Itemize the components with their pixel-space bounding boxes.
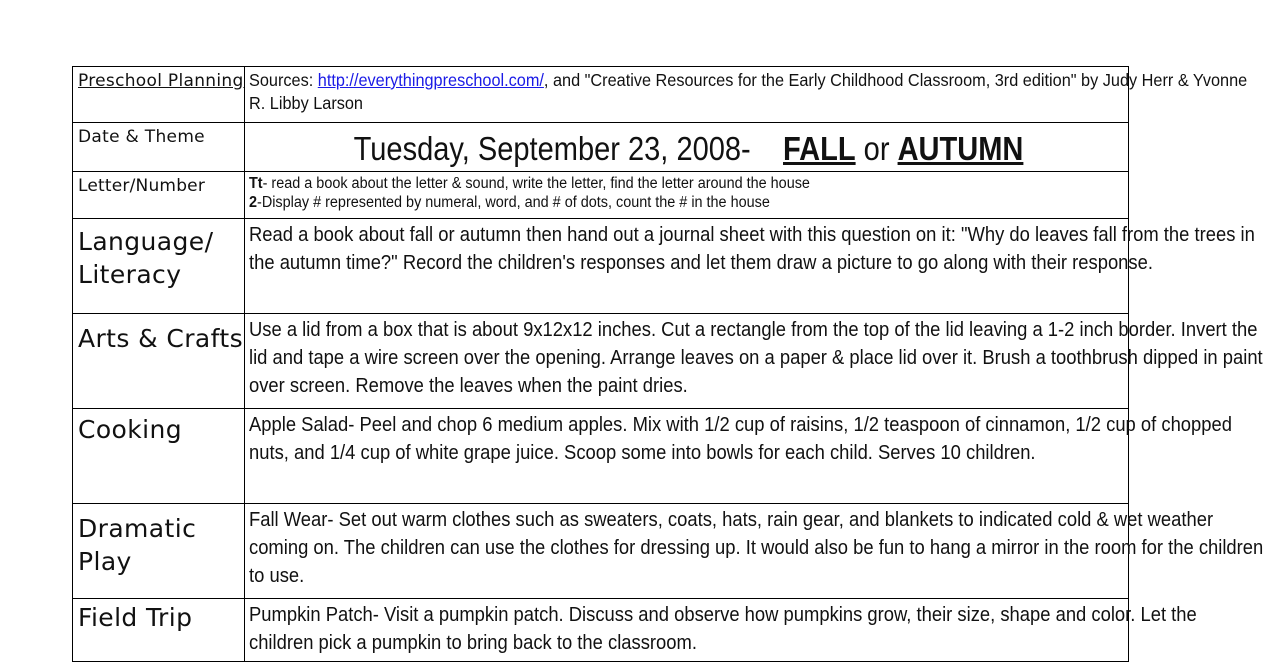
cooking-row — [73, 409, 1129, 504]
cooking-label-cell — [73, 409, 245, 504]
field-trip-cell — [245, 599, 1197, 662]
arts-crafts-text: Use a lid from a box that is about 9x12x12 inches. Cut a rectangle from the top of the lid leaving a 1-2 inch border. Invert the lid and tape a wire screen over the opening. Arrange leaves on a paper & place lid over it. Brush a toothbrush dipped in paint over screen. Remove the leaves when the paint dries. — [249, 319, 1263, 397]
sources-suffix: , and "Creative Resources for the Early Childhood Classroom, 3rd edition" by Judy Herr & Yvonne R. Libby Larson — [249, 70, 1248, 113]
cooking-cell — [245, 409, 1232, 504]
date-theme-heading — [302, 125, 1076, 171]
letter-number-label: Letter/Number — [78, 176, 206, 196]
theme-autumn: AUTUMN — [897, 130, 1024, 167]
arts-crafts-label-cell — [73, 314, 245, 409]
language-literacy-text: Read a book about fall or autumn then hand out a journal sheet with this question on it: "Why do leaves fall from the trees in the autumn time?" Record the children's responses and let them draw a picture to go along with their response. — [249, 224, 1255, 274]
field-trip-label: Field Trip — [78, 603, 193, 632]
number-key: 2 — [249, 194, 258, 211]
letter-number-label-cell — [73, 172, 245, 219]
cooking-label: Cooking — [78, 415, 182, 444]
field-trip-label-cell — [73, 599, 245, 662]
sources-row — [73, 67, 1129, 123]
arts-crafts-label: Arts & Crafts — [78, 324, 244, 353]
arts-crafts-row — [73, 314, 1129, 409]
language-literacy-label: Language/ Literacy — [78, 227, 214, 289]
dramatic-play-text: Fall Wear- Set out warm clothes such as sweaters, coats, hats, rain gear, and blankets to indicated cold & wet weather coming on. The children can use the clothes for dressing up. It would also be fun to hang a mirror in the room for the children to use. — [249, 509, 1264, 587]
number-line — [249, 193, 1263, 212]
field-trip-row — [73, 599, 1129, 662]
letter-number-cell — [245, 172, 1129, 219]
sources-link[interactable]: http://everythingpreschool.com/ — [317, 70, 544, 90]
preschool-planning-table — [72, 66, 1264, 662]
theme-connector: or — [863, 130, 890, 167]
letter-text: - read a book about the letter & sound, write the letter, find the letter around the house — [262, 175, 810, 192]
date-theme-cell — [245, 123, 1129, 172]
field-trip-text: Pumpkin Patch- Visit a pumpkin patch. Discuss and observe how pumpkins grow, their size, shape and color. Let the children pick a pumpkin to bring back to the classroom. — [249, 604, 1197, 654]
letter-key: Tt — [249, 175, 263, 192]
language-literacy-label-cell — [73, 219, 245, 314]
preschool-planning-label: Preschool Planning — [78, 71, 244, 91]
sources-text — [249, 69, 1263, 115]
date-text: Tuesday, September 23, 2008- — [353, 130, 751, 167]
dramatic-play-label: Dramatic Play — [78, 514, 197, 576]
language-literacy-cell — [245, 219, 1255, 314]
preschool-planning-label-cell — [73, 67, 245, 123]
theme-fall: FALL — [783, 130, 856, 167]
cooking-text: Apple Salad- Peel and chop 6 medium apples. Mix with 1/2 cup of raisins, 1/2 teaspoon of cinnamon, 1/2 cup of chopped nuts, and 1/4 cup of white grape juice. Scoop some into bowls for each child. Serves 10 children. — [249, 414, 1232, 464]
letter-number-row — [73, 172, 1129, 219]
sources-cell — [245, 67, 1248, 123]
date-theme-label: Date & Theme — [78, 127, 205, 147]
date-theme-label-cell — [73, 123, 245, 172]
letter-line — [249, 174, 1263, 193]
dramatic-play-label-cell — [73, 504, 245, 599]
dramatic-play-row — [73, 504, 1129, 599]
dramatic-play-cell — [245, 504, 1264, 599]
number-text: -Display # represented by numeral, word, and # of dots, count the # in the house — [257, 194, 770, 211]
language-literacy-row — [73, 219, 1129, 314]
sources-prefix: Sources: — [249, 70, 318, 90]
arts-crafts-cell — [245, 314, 1263, 409]
date-theme-row — [73, 123, 1129, 172]
